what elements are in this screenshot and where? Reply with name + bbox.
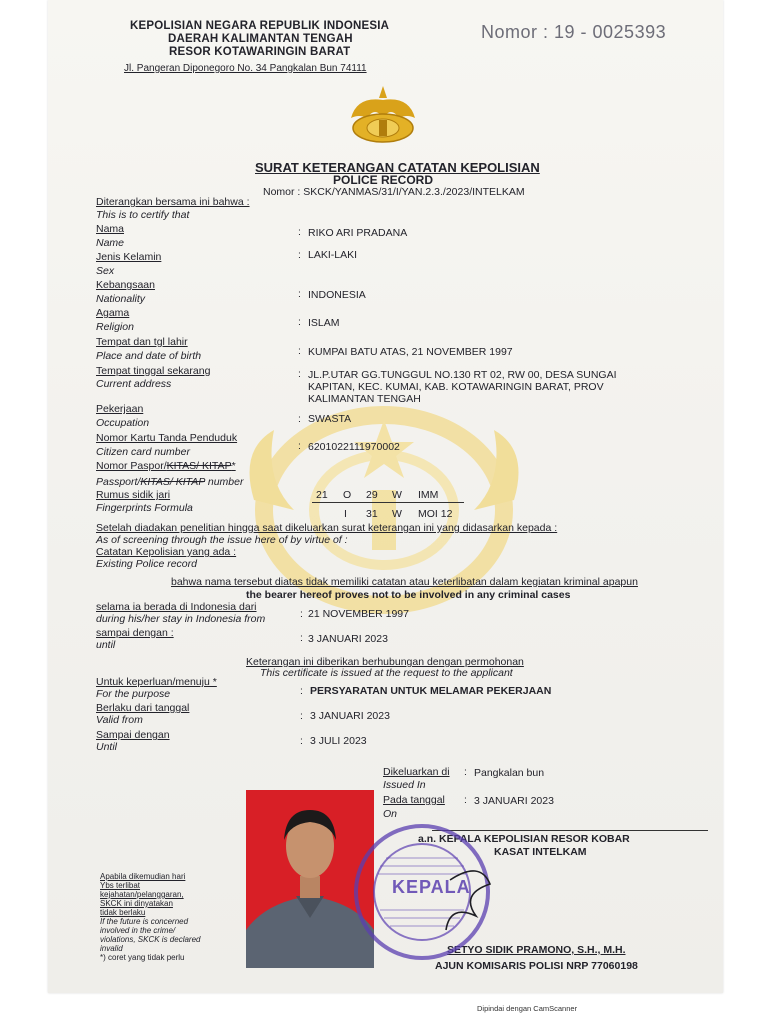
birth-label: Tempat dan tgl lahir — [96, 336, 188, 348]
colon: : — [464, 794, 467, 806]
passport-en-a: Passport/ — [96, 476, 141, 488]
stay-until-label-en: until — [96, 639, 116, 651]
passport-en-c: number — [204, 476, 244, 488]
fp-r1-4: W — [392, 489, 402, 501]
scanner-footer: Dipindai dengan CamScanner — [477, 1004, 578, 1013]
existing-record-label: Catatan Kepolisian yang ada : — [96, 546, 237, 558]
address-label-en: Current address — [96, 378, 172, 390]
birth-value: KUMPAI BATU ATAS, 21 NOVEMBER 1997 — [308, 346, 513, 358]
nationality-label-en: Nationality — [96, 293, 146, 305]
fp-r1-1: 21 — [316, 489, 328, 501]
issued-in-label: Dikeluarkan di — [383, 766, 450, 778]
religion-label-en: Religion — [96, 321, 134, 333]
signatory-rank: AJUN KOMISARIS POLISI NRP 77060198 — [435, 960, 638, 972]
note-line: Ybs terlibat — [100, 881, 141, 890]
passport-label-b: KITAS/ KITAP — [166, 460, 232, 472]
colon: : — [298, 226, 301, 238]
nationality-label: Kebangsaan — [96, 279, 155, 291]
issued-in-label-en: Issued In — [383, 779, 426, 791]
address-label: Tempat tinggal sekarang — [96, 365, 211, 377]
colon: : — [298, 316, 301, 328]
purpose-value: PERSYARATAN UNTUK MELAMAR PEKERJAAN — [310, 685, 552, 697]
ktp-value: 6201022111970002 — [308, 441, 400, 453]
issued-in-value: Pangkalan bun — [474, 767, 545, 779]
issued-on-value: 3 JANUARI 2023 — [474, 795, 554, 807]
ktp-label-en: Citizen card number — [96, 446, 190, 458]
fp-r2-1: I — [344, 508, 347, 520]
fingerprint-label: Rumus sidik jari — [96, 489, 171, 501]
signatory-name: SETYO SIDIK PRAMONO, S.H., M.H. — [447, 944, 626, 956]
issued-on-label-en: On — [383, 808, 398, 820]
fp-r2-4: MOI 12 — [418, 508, 453, 520]
colon: : — [298, 368, 301, 380]
passport-label-c: * — [231, 460, 236, 472]
note-line-en: involved in the crime/ — [100, 926, 176, 935]
valid-from-label-en: Valid from — [96, 714, 143, 726]
request-text-en: This certificate is issued at the request to the applicant — [260, 667, 513, 679]
header-line1: KEPOLISIAN NEGARA REPUBLIK INDONESIA — [130, 20, 390, 32]
colon: : — [298, 249, 301, 261]
research-text: Setelah diadakan penelitian hingga saat dikeluarkan surat keterangan ini yang didasarkan kepada : — [96, 522, 558, 534]
valid-until-label-en: Until — [96, 741, 118, 753]
colon: : — [300, 710, 303, 722]
note-line-en: If the future is concerned — [100, 917, 189, 926]
fp-r2-3: W — [392, 508, 402, 520]
occupation-label-en: Occupation — [96, 417, 150, 429]
document-title: SURAT KETERANGAN CATATAN KEPOLISIAN — [255, 160, 540, 175]
header-line2: DAERAH KALIMANTAN TENGAH — [168, 33, 353, 45]
signature-title-line1: a.n. KEPALA KEPOLISIAN RESOR KOBAR — [418, 833, 630, 845]
note-line: SKCK ini dinyatakan — [100, 899, 173, 908]
colon: : — [464, 766, 467, 778]
nama-label: Nama — [96, 223, 125, 235]
note-line-en: violations, SKCK is declared — [100, 935, 201, 944]
stay-until-label: sampai dengan : — [96, 627, 174, 639]
note-line: Apabila dikemudian hari — [100, 872, 186, 881]
passport-label-en — [96, 476, 243, 488]
intro-label-en: This is to certify that — [96, 209, 190, 221]
valid-until-label: Sampai dengan — [96, 729, 170, 741]
passport-label-a: Nomor Paspor/ — [96, 460, 167, 472]
colon: : — [300, 685, 303, 697]
colon: : — [298, 440, 301, 452]
religion-label: Agama — [96, 307, 130, 319]
note-line: tidak berlaku — [100, 908, 146, 917]
colon: : — [300, 735, 303, 747]
purpose-label: Untuk keperluan/menuju * — [96, 676, 217, 688]
nationality-value: INDONESIA — [308, 289, 366, 301]
sex-label-en: Sex — [96, 265, 115, 277]
fp-r2-2: 31 — [366, 508, 378, 520]
ktp-label: Nomor Kartu Tanda Penduduk — [96, 432, 238, 444]
religion-value: ISLAM — [308, 317, 340, 329]
serial-number: Nomor : 19 - 0025393 — [481, 22, 667, 42]
fp-r1-5: IMM — [418, 489, 439, 501]
purpose-label-en: For the purpose — [96, 688, 171, 700]
sex-value: LAKI-LAKI — [308, 249, 358, 261]
statement-text: bahwa nama tersebut diatas tidak memiliki catatan atau keterlibatan dalam kegiatan kriminal apapun — [171, 576, 638, 588]
request-text: Keterangan ini diberikan berhubungan dengan permohonan — [246, 656, 524, 668]
colon: : — [298, 345, 301, 357]
fingerprint-divider — [312, 502, 464, 503]
sex-label: Jenis Kelamin — [96, 251, 162, 263]
passport-label — [96, 460, 236, 472]
occupation-label: Pekerjaan — [96, 403, 144, 415]
note-line-en: invalid — [100, 944, 123, 953]
stay-from-label-en: during his/her stay in Indonesia from — [96, 613, 266, 625]
research-text-en: As of screening through the issue here of by virtue of : — [96, 534, 348, 546]
nama-label-en: Name — [96, 237, 125, 249]
existing-record-label-en: Existing Police record — [96, 558, 197, 570]
police-emblem-icon — [347, 84, 419, 146]
occupation-value: SWASTA — [308, 413, 352, 425]
fingerprint-label-en: Fingerprints Formula — [96, 502, 193, 514]
colon: : — [300, 632, 303, 644]
intro-label: Diterangkan bersama ini bahwa : — [96, 196, 250, 208]
note-line: kejahatan/pelanggaran, — [100, 890, 184, 899]
colon: : — [300, 608, 303, 620]
colon: : — [298, 413, 301, 425]
address-line3: KALIMANTAN TENGAH — [308, 393, 421, 405]
valid-from-value: 3 JANUARI 2023 — [310, 710, 390, 722]
fp-r1-2: O — [343, 489, 352, 501]
footnote: *) coret yang tidak perlu — [100, 953, 185, 962]
stamp-text: KEPALA — [392, 877, 471, 897]
header-line3: RESOR KOTAWARINGIN BARAT — [169, 46, 351, 58]
valid-from-label: Berlaku dari tanggal — [96, 702, 190, 714]
nama-value: RIKO ARI PRADANA — [308, 227, 408, 239]
birth-label-en: Place and date of birth — [96, 350, 202, 362]
document-number: Nomor : SKCK/YANMAS/31/I/YAN.2.3./2023/INTELKAM — [263, 186, 525, 198]
address-line1: JL.P.UTAR GG.TUNGGUL NO.130 RT 02, RW 00, DESA SUNGAI — [308, 369, 617, 381]
stay-from-label: selama ia berada di Indonesia dari — [96, 601, 257, 613]
signature-title-line2: KASAT INTELKAM — [494, 846, 587, 858]
issued-on-label: Pada tanggal — [383, 794, 445, 806]
stay-until-value: 3 JANUARI 2023 — [308, 633, 388, 645]
passport-en-b: KITAS/ KITAP — [140, 476, 205, 488]
valid-until-value: 3 JULI 2023 — [310, 735, 367, 747]
document-subtitle: POLICE RECORD — [333, 173, 434, 187]
stay-from-value: 21 NOVEMBER 1997 — [308, 608, 409, 620]
colon: : — [298, 288, 301, 300]
statement-text-en: the bearer hereof proves not to be involved in any criminal cases — [246, 589, 571, 601]
fp-r1-3: 29 — [366, 489, 378, 501]
address-line2: KAPITAN, KEC. KUMAI, KAB. KOTAWARINGIN BARAT, PROV — [308, 381, 604, 393]
header-address: Jl. Pangeran Diponegoro No. 34 Pangkalan Bun 74111 — [124, 63, 367, 74]
note-block — [100, 872, 201, 962]
